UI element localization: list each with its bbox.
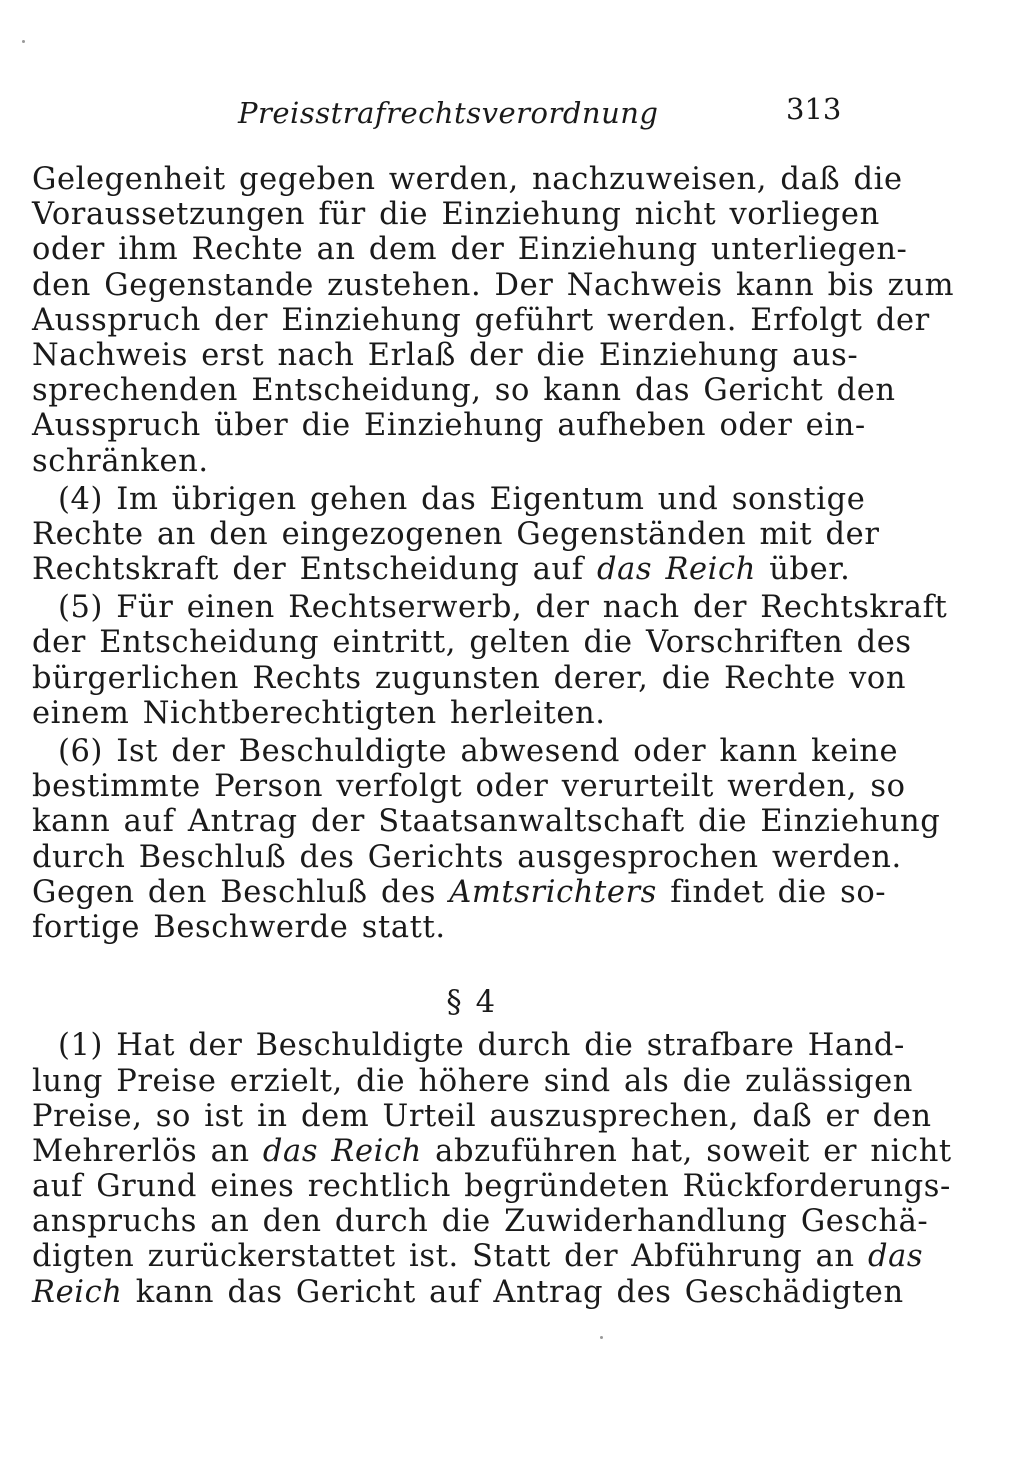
- scan-speck: [22, 40, 25, 43]
- text-line: einem Nichtberechtigten herleiten.: [32, 695, 606, 731]
- section-4-paragraph-1: [32, 1028, 952, 1310]
- text-line: digten zurückerstattet ist. Statt der Abführung an das: [32, 1239, 924, 1275]
- paragraph-6: [32, 734, 941, 945]
- text-line: bestimmte Person verfolgt oder verurteilt werden, so: [32, 769, 906, 805]
- text-line: Rechte an den eingezogenen Gegenständen mit der: [32, 516, 880, 552]
- text-line: sprechenden Entscheidung, so kann das Gericht den: [32, 373, 896, 409]
- text-line: schränken.: [32, 443, 209, 479]
- text-line: Nachweis erst nach Erlaß der die Einziehung aus-: [32, 337, 859, 373]
- text-line: durch Beschluß des Gerichts ausgesprochen werden.: [32, 839, 902, 875]
- text-line: oder ihm Rechte an dem der Einziehung unterliegen-: [32, 232, 908, 268]
- text-line: anspruchs an den durch die Zuwiderhandlung Geschä-: [32, 1204, 929, 1240]
- text-line: Reich kann das Gericht auf Antrag des Geschädigten: [32, 1274, 904, 1310]
- emphasis: das Reich: [262, 1133, 422, 1169]
- text-line: auf Grund eines rechtlich begründeten Rückforderungs-: [32, 1169, 951, 1205]
- text-line: der Entscheidung eintritt, gelten die Vorschriften des: [32, 625, 912, 661]
- text-line: den Gegenstande zustehen. Der Nachweis kann bis zum: [32, 267, 955, 303]
- text-line: (5) Für einen Rechtserwerb, der nach der Rechtskraft: [58, 590, 948, 626]
- paragraph-4: [32, 481, 880, 588]
- paragraph-continuation: [32, 162, 955, 479]
- body-text: [32, 162, 955, 1310]
- text-line: lung Preise erzielt, die höhere sind als die zulässigen: [32, 1063, 914, 1099]
- section-heading: § 4: [446, 985, 496, 1021]
- paragraph-5: [32, 590, 948, 731]
- text-line: Gegen den Beschluß des Amtsrichters findet die so-: [32, 874, 887, 910]
- text-line: Ausspruch über die Einziehung aufheben oder ein-: [32, 408, 866, 444]
- page-number: 313: [786, 92, 842, 126]
- text-line: kann auf Antrag der Staatsanwaltschaft die Einziehung: [32, 804, 941, 840]
- text-line: Gelegenheit gegeben werden, nachzuweisen, daß die: [32, 162, 903, 197]
- text-line: Preise, so ist in dem Urteil auszusprechen, daß er den: [32, 1098, 932, 1134]
- text-line: Voraussetzungen für die Einziehung nicht vorliegen: [32, 197, 880, 233]
- running-title: Preisstrafrechtsverordnung: [238, 96, 659, 130]
- text-line: Ausspruch der Einziehung geführt werden. Erfolgt der: [32, 302, 930, 338]
- emphasis: das Reich: [596, 552, 756, 588]
- scan-speck: [600, 1336, 603, 1339]
- text-line: fortige Beschwerde statt.: [32, 909, 446, 945]
- emphasis: Amtsrichters: [449, 874, 657, 910]
- text-line: (6) Ist der Beschuldigte abwesend oder kann keine: [58, 734, 899, 769]
- text-line: (4) Im übrigen gehen das Eigentum und sonstige: [58, 481, 866, 517]
- text-line: bürgerlichen Rechts zugunsten derer, die Rechte von: [32, 660, 907, 696]
- emphasis: das: [867, 1239, 924, 1275]
- emphasis: Reich: [32, 1274, 123, 1310]
- text-line: Rechtskraft der Entscheidung auf das Reich über.: [32, 552, 851, 588]
- text-line: (1) Hat der Beschuldigte durch die strafbare Hand-: [58, 1028, 905, 1064]
- text-line: Mehrerlös an das Reich abzuführen hat, soweit er nicht: [32, 1133, 952, 1169]
